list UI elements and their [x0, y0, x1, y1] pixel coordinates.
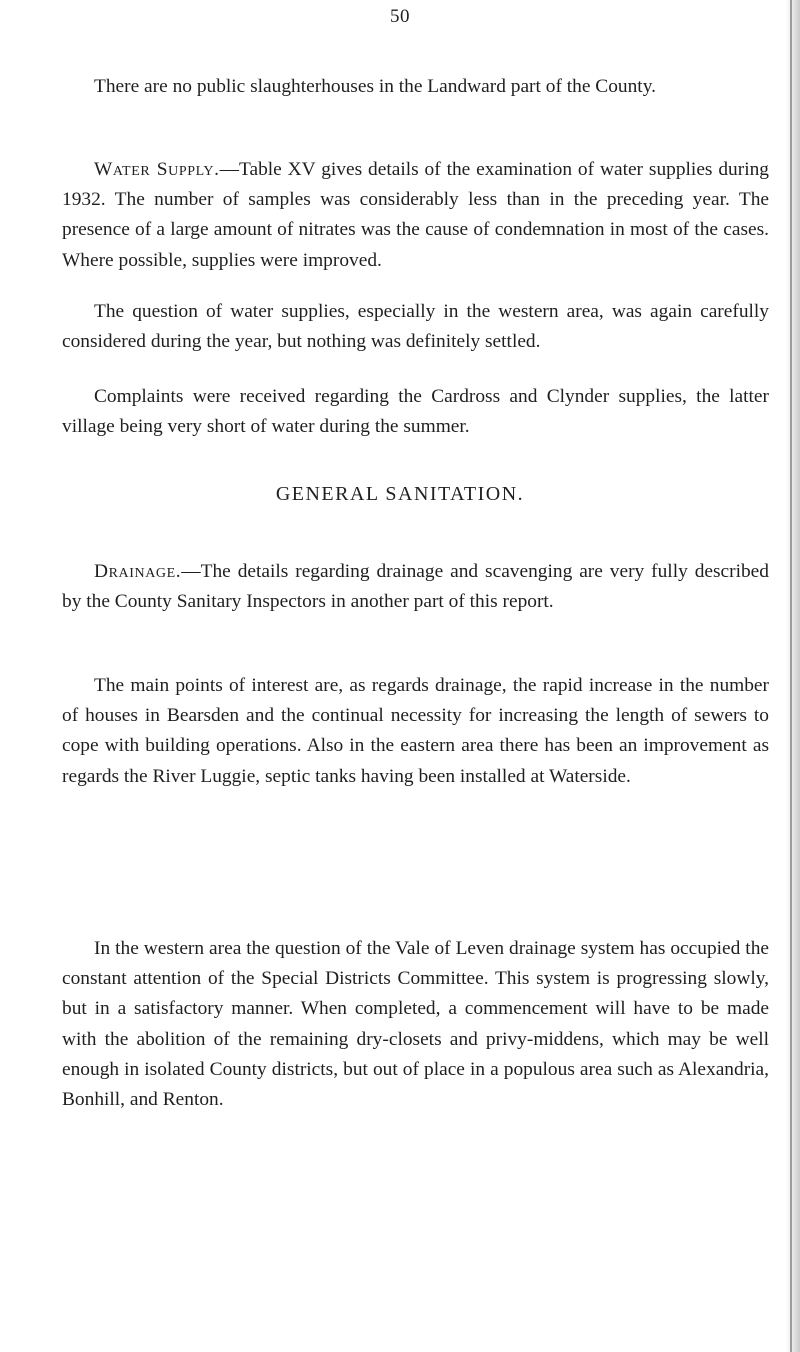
drainage-text: The details regarding drainage and scavenging are very fully described by the County Sanitary Inspectors in another part of this report. — [62, 561, 769, 613]
water-supply-dash: — — [219, 159, 239, 180]
water-supply-text: Table XV gives details of the examination of water supplies during 1932. The number of samples was considerably less than in the preceding year. The presence of a large amount of nitrates was the cause of condemnation in most of the cases. Where possible, supplies were improved. — [62, 159, 769, 271]
paragraph-slaughterhouses: There are no public slaughterhouses in the Landward part of the County. — [94, 76, 656, 97]
page-edge-line — [790, 0, 792, 1352]
paragraph-main-points: The main points of interest are, as regards drainage, the rapid increase in the number of houses in Bearsden and the continual necessity for increasing the length of sewers to cope with building operations. Also in the eastern area there has been an improvement as regards the River Luggie, septic tanks having been installed at Waterside. — [62, 675, 769, 787]
paragraph-drainage — [62, 557, 769, 617]
paragraph-complaints: Complaints were received regarding the Cardross and Clynder supplies, the latter village being very short of water during the summer. — [62, 386, 769, 438]
page-edge-shadow — [786, 0, 800, 1352]
paragraph-water-supply — [62, 155, 769, 276]
paragraph-water-question: The question of water supplies, especially in the western area, was again carefully considered during the year, but nothing was definitely settled. — [62, 301, 769, 353]
page-number: 50 — [390, 6, 410, 27]
drainage-dash: — — [181, 561, 201, 582]
section-heading-general-sanitation: GENERAL SANITATION. — [275, 483, 525, 505]
drainage-heading: Drainage. — [94, 561, 182, 582]
water-supply-heading: Water Supply. — [94, 159, 220, 180]
paragraph-western-area: In the western area the question of the Vale of Leven drainage system has occupied the constant attention of the Special Districts Committee. This system is progressing slowly, but in a satisfactory manner. When completed, a commencement will have to be made with the abolition of the remaining dry-closets and privy-middens, which may be well enough in isolated County districts, but out of place in a populous area such as Alexandria, Bonhill, and Renton. — [62, 938, 769, 1111]
